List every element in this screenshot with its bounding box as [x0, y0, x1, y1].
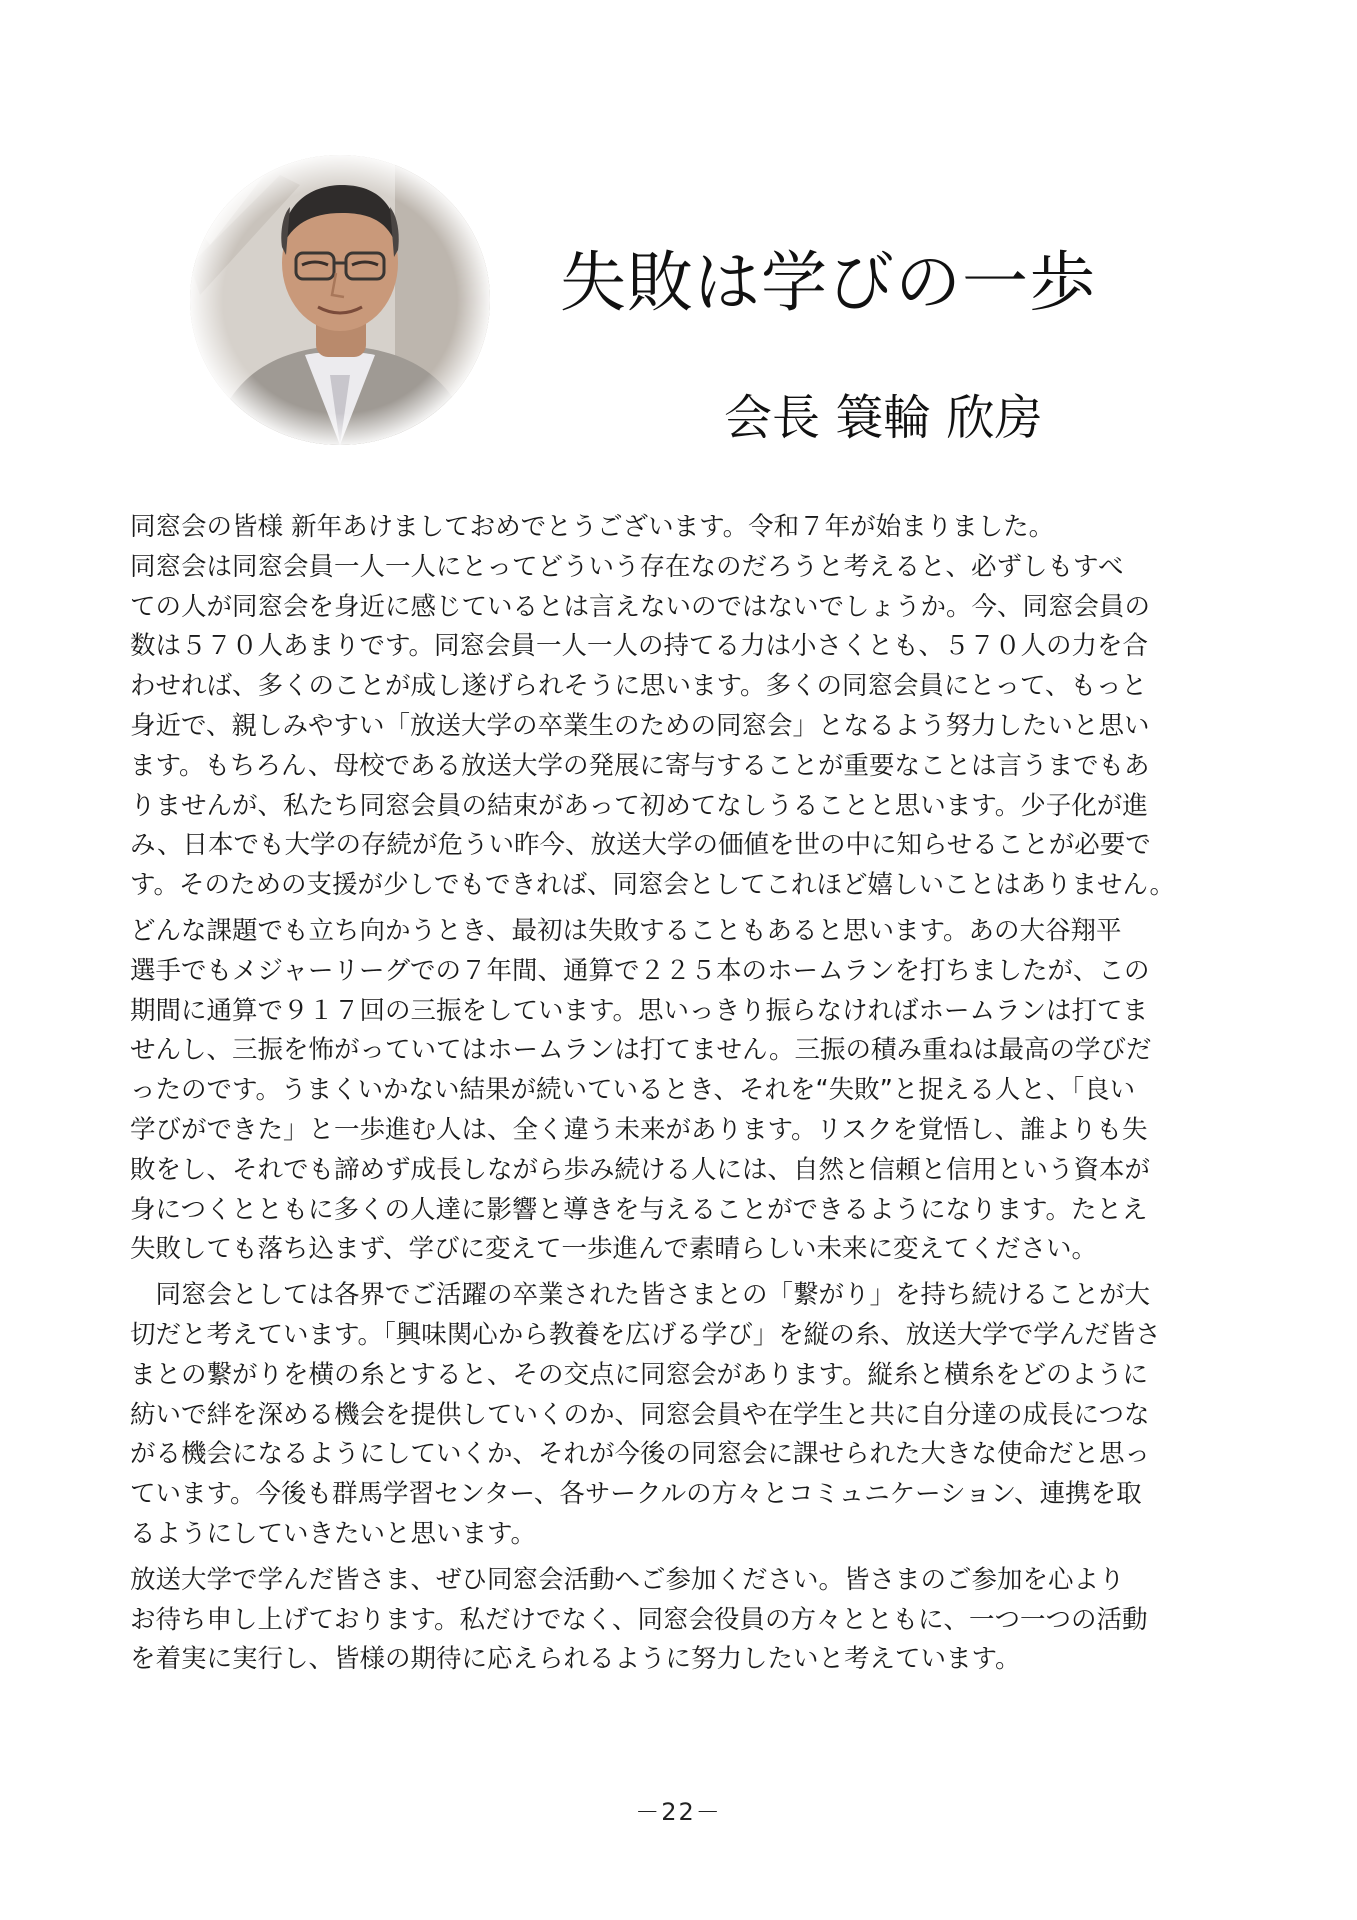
text-line: 敗をし、それでも諦めず成長しながら歩み続ける人には、自然と信頼と信用という資本が: [130, 1154, 1151, 1185]
author-byline: 会長 簑輪 欣房: [724, 390, 1043, 446]
article-body: [130, 508, 1240, 1680]
text-line: ての人が同窓会を身近に感じているとは言えないのではないでしょうか。今、同窓会員の: [130, 591, 1151, 622]
text-line: 身近で、親しみやすい「放送大学の卒業生のための同窓会」となるよう努力したいと思い: [130, 710, 1150, 741]
text-line: わせれば、多くのことが成し遂げられそうに思います。多くの同窓会員にとって、もっと: [130, 671, 1147, 702]
text-line: 選手でもメジャーリーグでの７年間、通算で２２５本のホームランを打ちましたが、この: [130, 955, 1150, 986]
text-line: りませんが、私たち同窓会員の結束があって初めてなしうることと思います。少子化が進: [130, 790, 1148, 821]
paragraph-failure: [130, 912, 1240, 1270]
text-line: せんし、三振を怖がっていてはホームランは打てません。三振の積み重ねは最高の学びだ: [130, 1035, 1152, 1066]
text-line: 切だと考えています。「興味関心から教養を広げる学び」を縦の糸、放送大学で学んだ皆さ: [130, 1319, 1161, 1350]
article-title: 失敗は学びの一歩: [560, 244, 1096, 321]
text-line: す。そのための支援が少しでもできれば、同窓会としてこれほど嬉しいことはありません。: [130, 870, 1175, 901]
text-line: 同窓会としては各界でご活躍の卒業された皆さまとの「繋がり」を持ち続けることが大: [130, 1280, 1151, 1311]
text-line: まとの繋がりを横の糸とすると、その交点に同窓会があります。縦糸と横糸をどのように: [130, 1359, 1148, 1390]
text-line: ます。もちろん、母校である放送大学の発展に寄与することが重要なことは言うまでもあ: [130, 750, 1150, 781]
text-line: 学びができた」と一歩進む人は、全く違う未来があります。リスクを覚悟し、誰よりも失: [130, 1114, 1148, 1145]
page-number: －22－: [635, 1798, 722, 1826]
text-line: ったのです。うまくいかない結果が続いているとき、それを“失敗”と捉える人と、「良い: [130, 1075, 1136, 1106]
text-line: を着実に実行し、皆様の期待に応えられるように努力したいと考えています。: [130, 1644, 1021, 1675]
text-line: み、日本でも大学の存続が危うい昨今、放送大学の価値を世の中に知らせることが必要で: [130, 830, 1151, 861]
paragraph-invitation: [130, 1561, 1240, 1680]
text-line: 紡いで絆を深める機会を提供していくのか、同窓会員や在学生と共に自分達の成長につな: [130, 1399, 1150, 1430]
text-line: どんな課題でも立ち向かうとき、最初は失敗することもあると思います。あの大谷翔平: [130, 915, 1122, 946]
portrait-image: [190, 155, 490, 445]
text-line: 同窓会は同窓会員一人一人にとってどういう存在なのだろうと考えると、必ずしもすべ: [130, 551, 1124, 582]
text-line: ています。今後も群馬学習センター、各サークルの方々とコミュニケーション、連携を取: [130, 1479, 1142, 1510]
text-line: 数は５７０人あまりです。同窓会員一人一人の持てる力は小さくとも、５７０人の力を合: [130, 631, 1148, 662]
text-line: 放送大学で学んだ皆さま、ぜひ同窓会活動へご参加ください。皆さまのご参加を心より: [130, 1564, 1125, 1595]
text-line: るようにしていきたいと思います。: [130, 1518, 536, 1549]
paragraph-greeting: [130, 508, 1240, 906]
paragraph-connections: [130, 1276, 1240, 1555]
text-line: 同窓会の皆様 新年あけましておめでとうございます。令和７年が始まりました。: [130, 512, 1055, 542]
text-line: 期間に通算で９１７回の三振をしています。思いっきり振らなければホームランは打てま: [130, 995, 1148, 1026]
text-line: 失敗しても落ち込まず、学びに変えて一歩進んで素晴らしい未来に変えてください。: [130, 1234, 1097, 1265]
text-line: 身につくとともに多くの人達に影響と導きを与えることができるようになります。たとえ: [130, 1194, 1148, 1225]
text-line: お待ち申し上げております。私だけでなく、同窓会役員の方々とともに、一つ一つの活動: [130, 1604, 1148, 1635]
author-portrait: [190, 155, 490, 445]
text-line: がる機会になるようにしていくか、それが今後の同窓会に課せられた大きな使命だと思っ: [130, 1439, 1151, 1470]
